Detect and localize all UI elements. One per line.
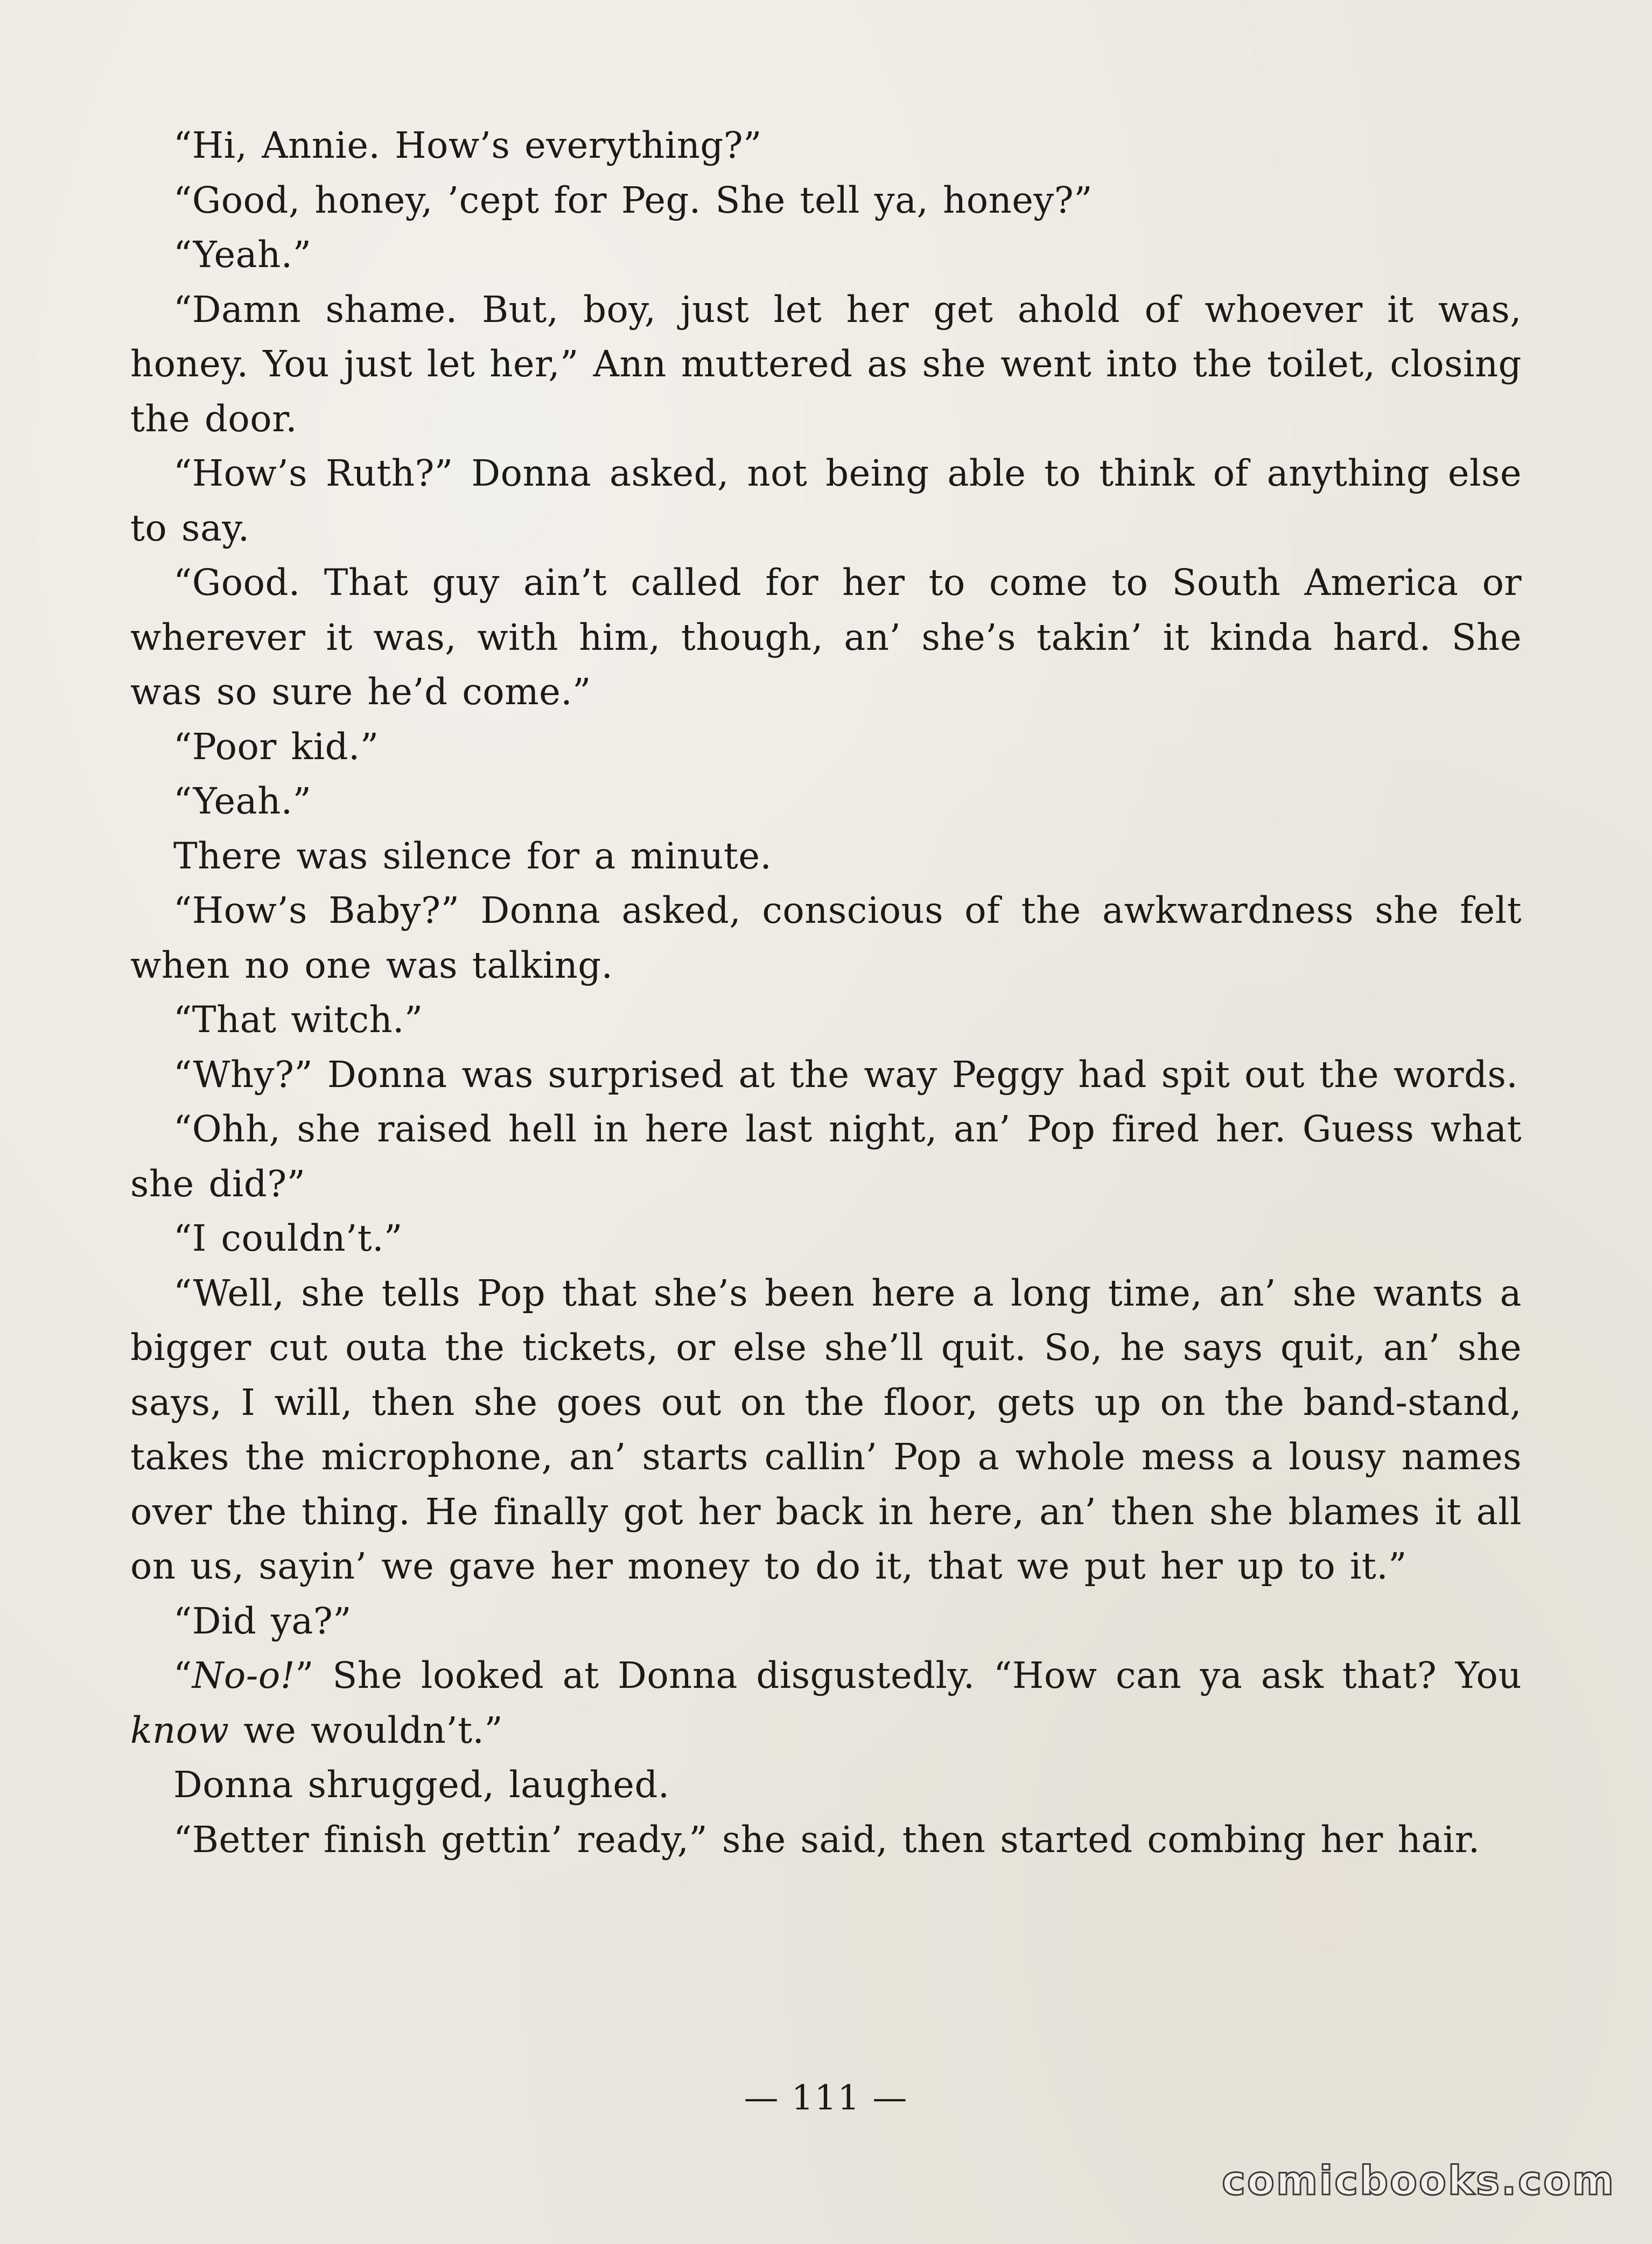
paragraph-12: “Why?” Donna was surprised at the way Peggy had spit out the words.: [173, 1053, 1518, 1096]
paragraph-10: “How’s Baby?” Donna asked, conscious of the awkwardness she felt when no one was talking.: [130, 889, 1522, 986]
paragraph-17: [130, 1649, 1522, 1758]
italic-know: know: [130, 1709, 229, 1751]
paragraph-6: “Good. That guy ain’t called for her to come to South America or wherever it was, with him, though, an’ she’s takin’ it kinda hard. She was so sure he’d come.”: [130, 562, 1522, 713]
paragraph-1: “Hi, Annie. How’s everything?”: [173, 124, 762, 166]
quote-end: we wouldn’t.”: [229, 1709, 503, 1751]
paragraph-11: “That witch.”: [173, 999, 423, 1041]
paragraph-19: “Better finish gettin’ ready,” she said, then started combing her hair.: [173, 1818, 1480, 1861]
page-body: [130, 118, 1522, 1867]
paragraph-3: “Yeah.”: [173, 234, 312, 276]
paragraph-16: “Did ya?”: [173, 1600, 352, 1642]
paragraph-5: “How’s Ruth?” Donna asked, not being able to think of anything else to say.: [130, 452, 1522, 549]
quote-middle: ” She looked at Donna disgustedly. “How can ya ask that? You: [295, 1654, 1522, 1696]
paragraph-2: “Good, honey, ’cept for Peg. She tell ya, honey?”: [173, 179, 1093, 221]
quote-open: “: [173, 1654, 192, 1696]
paragraph-15: “Well, she tells Pop that she’s been here a long time, an’ she wants a bigger cut outa the tickets, or else she’ll quit. So, he says quit, an’ she says, I will, then she goes out on the floor, gets up on the band-stand, takes the microphone, an’ starts callin’ Pop a whole mess a lousy names over the thing. He finally got her back in here, an’ then she blames it all on us, sayin’ we gave her money to do it, that we put her up to it.”: [130, 1272, 1522, 1587]
paragraph-13: “Ohh, she raised hell in here last night, an’ Pop fired her. Guess what she did?”: [130, 1108, 1522, 1205]
paragraph-14: “I couldn’t.”: [173, 1217, 403, 1259]
paragraph-4: “Damn shame. But, boy, just let her get ahold of whoever it was, honey. You just let her,” Ann muttered as she went into the toilet, closing the door.: [130, 288, 1522, 440]
page-number: — 111 —: [744, 2078, 908, 2118]
italic-no-o: No-o!: [192, 1654, 296, 1696]
watermark-logo: comicbooks.com: [1222, 2158, 1615, 2204]
paragraph-18: Donna shrugged, laughed.: [173, 1764, 670, 1806]
paragraph-9: There was silence for a minute.: [173, 835, 772, 877]
paragraph-7: “Poor kid.”: [173, 725, 379, 768]
paragraph-8: “Yeah.”: [173, 780, 312, 822]
